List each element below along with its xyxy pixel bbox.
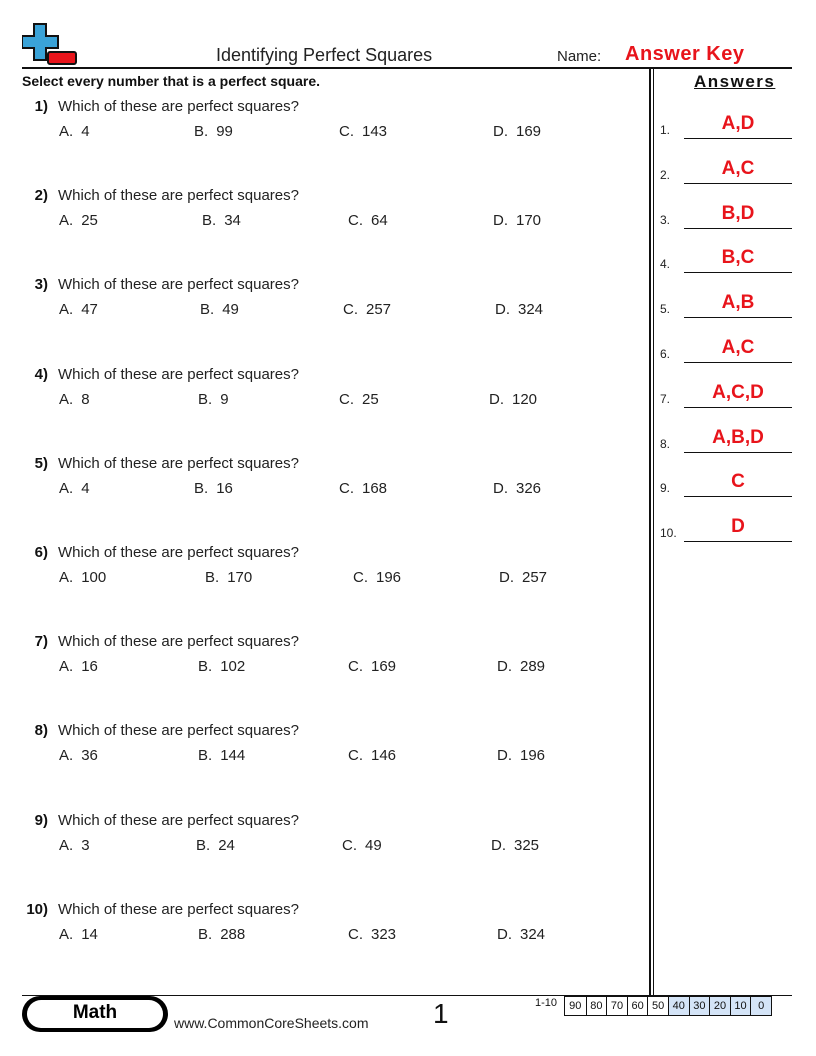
answer-number: 1. — [660, 123, 671, 137]
answer-value[interactable]: A,C — [721, 157, 755, 179]
score-range-label: 1-10 — [535, 997, 558, 1009]
question-item — [22, 187, 642, 237]
option-letter: B. — [205, 569, 220, 586]
score-cell: 20 — [709, 997, 730, 1015]
answer-option[interactable] — [497, 926, 545, 943]
answer-value[interactable]: A,B — [721, 292, 755, 314]
option-letter: A. — [59, 747, 74, 765]
option-value: 64 — [371, 212, 388, 230]
answer-number: 10. — [660, 526, 677, 541]
answer-option[interactable] — [348, 212, 388, 229]
option-letter: C. — [339, 390, 354, 408]
question-options — [59, 926, 659, 946]
question-text: Which of these are perfect squares? — [58, 722, 299, 740]
option-value: 9 — [220, 390, 229, 408]
option-value: 257 — [366, 301, 392, 319]
answer-number: 7. — [660, 391, 671, 406]
question-item — [22, 633, 642, 683]
option-letter: B. — [198, 390, 213, 408]
option-value: 288 — [220, 925, 246, 943]
option-letter: B. — [200, 301, 215, 319]
option-letter: C. — [342, 836, 357, 854]
option-letter: B. — [198, 747, 213, 765]
question-item — [22, 901, 642, 951]
option-value: 169 — [371, 658, 397, 676]
score-cell: 10 — [730, 997, 751, 1015]
score-table — [564, 996, 772, 1016]
option-letter: C. — [343, 301, 358, 319]
answer-number: 6. — [660, 347, 671, 361]
answer-option[interactable] — [205, 569, 252, 586]
answer-option[interactable] — [59, 212, 98, 229]
score-cell: 60 — [627, 997, 648, 1015]
answer-blank-line — [684, 407, 792, 408]
score-cell: 0 — [750, 997, 771, 1015]
option-letter: B. — [194, 123, 209, 140]
question-text: Which of these are perfect squares? — [58, 811, 299, 829]
answer-blank-line — [684, 183, 792, 184]
answer-row — [660, 239, 792, 273]
option-letter: C. — [348, 925, 363, 943]
option-letter: A. — [59, 301, 74, 319]
score-cell: 80 — [586, 997, 607, 1015]
option-letter: C. — [348, 212, 363, 230]
answer-option[interactable] — [497, 747, 545, 764]
answer-option[interactable] — [489, 391, 537, 408]
question-number: 3) — [34, 276, 48, 294]
answer-option[interactable] — [493, 123, 541, 140]
question-number: 2) — [34, 187, 48, 205]
question-text: Which of these are perfect squares? — [58, 454, 299, 472]
option-value: 14 — [81, 925, 98, 943]
answer-option[interactable] — [348, 747, 396, 764]
answer-option[interactable] — [194, 123, 233, 140]
answer-value[interactable]: A,C — [721, 337, 755, 358]
score-cell: 70 — [606, 997, 627, 1015]
option-letter: A. — [59, 479, 74, 497]
option-value: 25 — [362, 390, 379, 408]
answer-option[interactable] — [200, 301, 239, 318]
answer-row — [660, 419, 792, 453]
score-cell: 30 — [689, 997, 710, 1015]
option-value: 169 — [516, 123, 542, 140]
answer-row — [660, 150, 792, 184]
option-value: 49 — [222, 301, 239, 319]
answer-row — [660, 284, 792, 318]
option-letter: A. — [59, 569, 74, 586]
worksheet-title: Identifying Perfect Squares — [216, 45, 433, 65]
question-item — [22, 722, 642, 772]
option-letter: B. — [202, 212, 217, 230]
question-options — [59, 837, 659, 857]
answer-blank-line — [684, 317, 792, 318]
option-letter: D. — [491, 836, 506, 854]
answer-option[interactable] — [491, 837, 539, 854]
question-item — [22, 98, 642, 148]
answer-option[interactable] — [343, 301, 391, 318]
score-cell: 40 — [668, 997, 689, 1015]
question-item — [22, 455, 642, 505]
question-options — [59, 301, 659, 321]
option-letter: C. — [348, 658, 363, 676]
answer-blank-line — [684, 228, 792, 229]
answer-row — [660, 195, 792, 229]
answer-option[interactable] — [339, 123, 387, 140]
option-value: 100 — [81, 569, 107, 586]
name-label: Name: — [557, 48, 602, 65]
option-letter: C. — [339, 123, 354, 140]
answer-key-label: Answer Key — [625, 43, 745, 65]
option-value: 196 — [520, 747, 546, 765]
option-value: 34 — [224, 212, 241, 230]
option-letter: C. — [348, 747, 363, 765]
answer-number: 9. — [660, 481, 671, 496]
option-value: 120 — [512, 390, 538, 408]
option-value: 16 — [81, 658, 98, 676]
question-number: 6) — [34, 544, 48, 561]
answer-number: 5. — [660, 302, 671, 317]
answer-value[interactable]: D — [731, 516, 745, 538]
option-value: 289 — [520, 658, 546, 676]
score-cell: 90 — [569, 1000, 582, 1012]
option-letter: B. — [198, 658, 213, 676]
answer-option[interactable] — [59, 747, 98, 764]
option-value: 143 — [362, 123, 388, 140]
option-value: 323 — [371, 925, 397, 943]
answer-row — [660, 508, 792, 542]
option-value: 24 — [218, 836, 235, 854]
option-value: 325 — [514, 836, 540, 854]
option-letter: D. — [493, 123, 508, 140]
answers-title: Answers — [694, 72, 776, 91]
answer-option[interactable] — [353, 569, 401, 586]
question-text: Which of these are perfect squares? — [58, 365, 299, 383]
column-divider — [649, 67, 651, 996]
column-divider-inner — [653, 67, 654, 996]
answer-value[interactable]: A,C,D — [712, 381, 764, 403]
option-letter: D. — [489, 390, 504, 408]
question-item — [22, 812, 642, 862]
answer-row — [660, 105, 792, 139]
option-value: 47 — [81, 301, 98, 319]
answer-option[interactable] — [499, 569, 547, 586]
answer-row — [660, 329, 792, 363]
question-text: Which of these are perfect squares? — [58, 633, 299, 651]
option-value: 36 — [81, 747, 98, 765]
option-value: 4 — [81, 479, 90, 497]
option-letter: A. — [59, 123, 74, 140]
question-text: Which of these are perfect squares? — [58, 544, 299, 561]
option-value: 146 — [371, 747, 397, 765]
website-link[interactable]: www.CommonCoreSheets.com — [174, 1015, 369, 1031]
answer-option[interactable] — [348, 658, 396, 675]
question-number: 10) — [26, 900, 48, 918]
option-letter: D. — [495, 301, 510, 319]
question-options — [59, 747, 659, 767]
option-value: 16 — [216, 479, 233, 497]
question-item — [22, 276, 642, 326]
question-item — [22, 544, 642, 594]
answer-option[interactable] — [339, 391, 379, 408]
answer-number: 2. — [660, 167, 671, 182]
question-options — [59, 212, 659, 232]
answer-option[interactable] — [198, 926, 245, 943]
option-value: 8 — [81, 390, 90, 408]
question-text: Which of these are perfect squares? — [58, 276, 299, 294]
plus-minus-logo-icon — [22, 22, 80, 68]
question-number: 5) — [34, 454, 48, 472]
question-options — [59, 569, 659, 589]
header-rule — [22, 67, 792, 69]
option-letter: C. — [353, 569, 368, 586]
option-value: 326 — [516, 479, 542, 497]
answer-number: 4. — [660, 257, 671, 272]
option-letter: D. — [497, 658, 512, 676]
answer-value[interactable]: B,C — [721, 247, 755, 269]
option-letter: D. — [497, 747, 512, 765]
subject-label: Math — [72, 1002, 118, 1023]
question-number: 7) — [34, 633, 48, 651]
page-number: 1 — [433, 998, 449, 1029]
answer-option[interactable] — [198, 658, 245, 675]
answer-option[interactable] — [59, 658, 98, 675]
answer-option[interactable] — [59, 480, 90, 497]
option-letter: D. — [497, 925, 512, 943]
option-letter: A. — [59, 925, 74, 943]
answer-option[interactable] — [493, 480, 541, 497]
answer-value[interactable]: A,B,D — [712, 426, 764, 448]
option-value: 324 — [520, 925, 546, 943]
answer-option[interactable] — [59, 301, 98, 318]
answer-row — [660, 463, 792, 497]
option-value: 257 — [522, 569, 548, 586]
question-text: Which of these are perfect squares? — [58, 187, 299, 205]
option-letter: A. — [59, 658, 74, 676]
answer-value[interactable]: B,D — [721, 202, 755, 224]
option-value: 324 — [518, 301, 544, 319]
answer-option[interactable] — [202, 212, 241, 229]
score-cell: 50 — [647, 997, 668, 1015]
question-options — [59, 658, 659, 678]
option-value: 168 — [362, 479, 388, 497]
question-number: 4) — [34, 365, 48, 383]
option-value: 102 — [220, 658, 246, 676]
question-options — [59, 391, 659, 411]
option-letter: A. — [59, 390, 74, 408]
option-value: 196 — [376, 569, 402, 586]
option-value: 170 — [227, 569, 253, 586]
answer-option[interactable] — [59, 391, 90, 408]
instructions: Select every number that is a perfect square. — [22, 73, 321, 89]
answer-blank-line — [684, 138, 792, 139]
option-letter: B. — [198, 925, 213, 943]
answer-value[interactable]: A,D — [721, 113, 755, 134]
option-value: 25 — [81, 212, 98, 230]
question-options — [59, 480, 659, 500]
option-letter: C. — [339, 479, 354, 497]
answer-blank-line — [684, 496, 792, 497]
option-letter: A. — [59, 212, 74, 230]
question-number: 9) — [34, 811, 48, 829]
answer-blank-line — [684, 452, 792, 453]
option-value: 49 — [365, 836, 382, 854]
question-options — [59, 123, 659, 143]
answer-blank-line — [684, 541, 792, 542]
answer-blank-line — [684, 272, 792, 273]
option-value: 99 — [216, 123, 233, 140]
question-number: 8) — [34, 722, 48, 740]
question-text: Which of these are perfect squares? — [58, 900, 299, 918]
answer-option[interactable] — [497, 658, 545, 675]
option-value: 144 — [220, 747, 246, 765]
answer-option[interactable] — [59, 926, 98, 943]
answer-row — [660, 374, 792, 408]
option-letter: D. — [493, 479, 508, 497]
question-item — [22, 366, 642, 416]
question-number: 1) — [34, 98, 48, 115]
answer-option[interactable] — [339, 480, 387, 497]
option-value: 170 — [516, 212, 542, 230]
option-letter: A. — [59, 836, 74, 854]
answer-option[interactable] — [493, 212, 541, 229]
answer-option[interactable] — [342, 837, 382, 854]
answer-option[interactable] — [59, 123, 90, 140]
answer-option[interactable] — [198, 747, 245, 764]
answer-option[interactable] — [196, 837, 235, 854]
option-value: 3 — [81, 836, 90, 854]
answer-value[interactable]: C — [731, 471, 745, 493]
option-value: 4 — [81, 123, 90, 140]
option-letter: B. — [194, 479, 209, 497]
answer-number: 8. — [660, 436, 671, 451]
answer-option[interactable] — [348, 926, 396, 943]
answer-number: 3. — [660, 212, 671, 227]
answer-option[interactable] — [59, 837, 90, 854]
answer-option[interactable] — [495, 301, 543, 318]
option-letter: B. — [196, 836, 211, 854]
option-letter: D. — [493, 212, 508, 230]
option-letter: D. — [499, 569, 514, 586]
answer-blank-line — [684, 362, 792, 363]
answer-option[interactable] — [59, 569, 106, 586]
answer-option[interactable] — [198, 391, 229, 408]
question-text: Which of these are perfect squares? — [58, 98, 299, 115]
answer-option[interactable] — [194, 480, 233, 497]
